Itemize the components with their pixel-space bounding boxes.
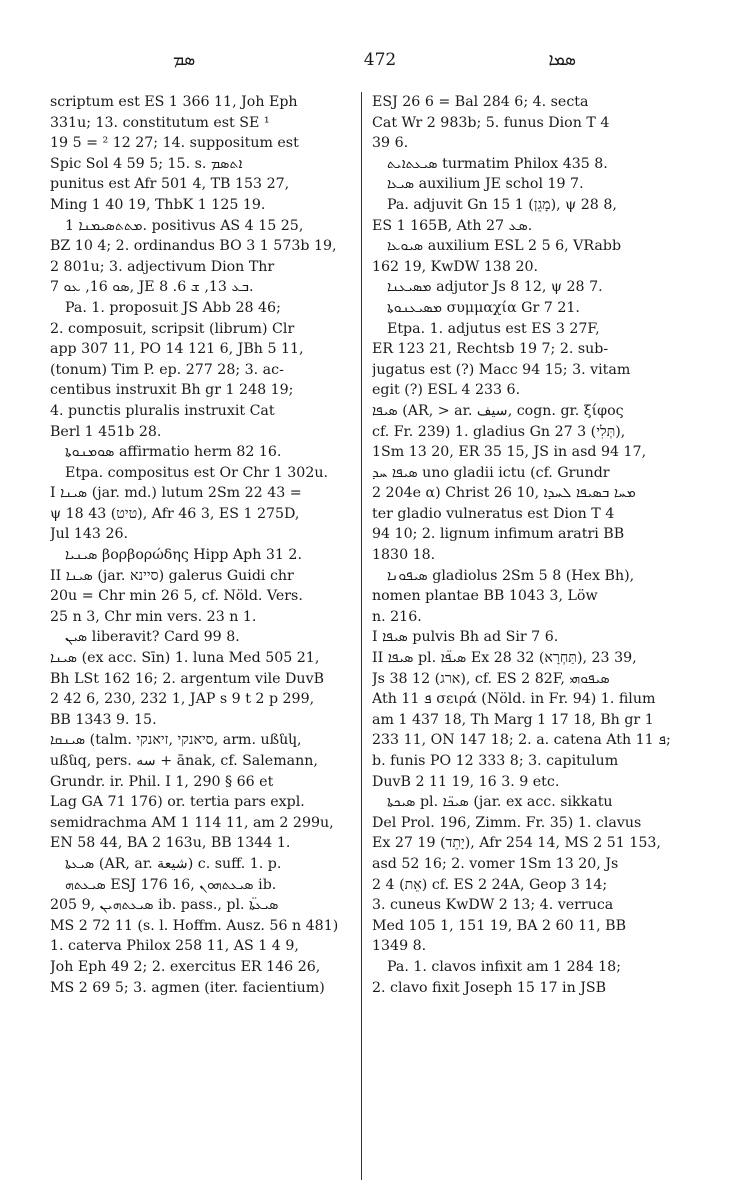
text-line: ܡܣܝܥܢܐ adjutor Js 8 12, ψ 28 7. — [387, 279, 603, 296]
text-line: cf. Fr. 239) 1. gladius Gn 27 3 (תְּלִי), — [372, 423, 626, 440]
text-line: 1Sm 13 20, ER 35 15, JS in asd 94 17, — [372, 444, 647, 461]
text-line: ܣܝܢܝܐ βορβορώδης Hipp Aph 31 2. — [65, 547, 302, 564]
text-line: I ܣܝܢܐ (jar. md.) lutum 2Sm 22 43 = — [50, 485, 302, 502]
text-line: Cat Wr 2 983b; 5. funus Dion T 4 — [372, 114, 610, 131]
text-line: 162 19, KwDW 138 20. — [372, 258, 539, 275]
text-line: Pa. adjuvit Gn 15 1 (מָגֵן), ψ 28 8, — [387, 196, 617, 213]
text-line: Spic Sol 4 59 5; 15. s. ܐܬܣܡ — [50, 155, 243, 172]
text-line: ܣܘܡܢܘܬܐ affirmatio herm 82 16. — [65, 444, 282, 461]
right-column — [372, 92, 675, 998]
page-number: 472 — [363, 50, 397, 70]
text-line: 1. caterva Philox 258 11, AS 1 4 9, — [50, 938, 299, 955]
text-line: 2 42 6, 230, 232 1, JAP s 9 t 2 p 299, — [50, 691, 315, 708]
text-line: 1349 8. — [372, 938, 427, 955]
text-line: Pa. 1. proposuit JS Abb 28 46; — [65, 299, 281, 316]
text-line: ter gladio vulneratus est Dion T 4 — [372, 505, 615, 522]
text-line: Med 105 1, 151 19, BA 2 60 11, BB — [372, 917, 627, 934]
text-line: 39 6. — [372, 135, 409, 152]
text-line: Etpa. 1. adjutus est ES 3 27F, — [387, 320, 600, 337]
text-line: scriptum est ES 1 366 11, Joh Eph — [50, 94, 298, 110]
text-line: MS 2 69 5; 3. agmen (iter. facientium) — [50, 979, 325, 996]
text-line: ܣܝܢܐ (ex acc. Sīn) 1. luna Med 505 21, — [50, 650, 320, 667]
text-line: ܣܝܟܬܐ pl. ܣܝܟ̈ܐ (jar. ex acc. sikkatu — [387, 794, 613, 811]
text-line: semidrachma AM 1 114 11, am 2 299u, — [50, 814, 334, 831]
text-line: 1830 18. — [372, 547, 436, 564]
text-line: BB 1343 9. 15. — [50, 711, 157, 728]
text-line: Del Prol. 196, Zimm. Fr. 35) 1. clavus — [372, 814, 642, 831]
column-divider — [361, 92, 362, 1180]
text-line: ER 123 21, Rechtsb 19 7; 2. sub- — [372, 341, 609, 358]
text-line: DuvB 2 11 19, 16 3. 9 etc. — [372, 773, 560, 790]
text-line: II ܣܝܢܐ (jar. סיינא) galerus Guidi chr — [50, 567, 294, 584]
text-line: jugatus est (?) Macc 94 15; 3. vitam — [372, 361, 631, 378]
text-line: 2. composuit, scripsit (librum) Clr — [50, 320, 295, 337]
text-line: Ath ܦ 11 σειρά (Nöld. in Fr. 94) 1. filum — [372, 691, 656, 708]
text-line: Js 38 12 (ארג), cf. ES 2 82F, ܣܝܦܘܗܝ — [372, 670, 610, 687]
text-line: ESJ 26 6 = Bal 284 6; 4. secta — [372, 94, 589, 110]
text-line: 331u; 13. constitutum est SE ¹ — [50, 114, 270, 131]
text-line: 233 11, ON 147 18; 2. a. catena Ath ܦ 11; — [372, 732, 671, 749]
text-line: ܡܣܝܥܢܘܬܐ συμμαχία Gr 7 21. — [387, 299, 580, 316]
text-line: 2 204e α) Christ 26 10, ܡܚܐ ܒܣܝܦܐ ܠܚܕܐ — [372, 485, 636, 502]
text-line: II ܣܝܦܐ pl. ܣܝܦ̈ܐ Ex 28 32 (תַּחְרָא), 39 23, — [372, 650, 637, 667]
text-line: n. 216. — [372, 608, 422, 625]
text-line: ܣܝܥܬܐ (AR, ar. شيعة) c. suff. 1. p. — [65, 855, 282, 872]
text-line: 4. punctis pluralis instruxit Cat — [50, 402, 275, 419]
text-line: Jul 143 26. — [50, 526, 129, 543]
text-line: 94 10; 2. lignum infimum aratri BB — [372, 526, 625, 543]
text-line: Grundr. ir. Phil. I 1, 290 § 66 et — [50, 773, 274, 790]
text-line: ܣܝܦܘܢܐ gladiolus 2Sm 5 8 (Hex Bh), — [387, 567, 635, 584]
text-line: Etpa. compositus est Or Chr 1 302u. — [65, 464, 328, 481]
running-head-left: ܣܡ — [173, 50, 196, 70]
text-line: am 1 437 18, Th Marg 1 17 18, Bh gr 1 — [372, 711, 654, 728]
text-line: 2 4 (אֵת) cf. ES 2 24A, Geop 3 14; — [372, 876, 608, 893]
text-line: 205 9, ܣܝܥܬܗܝܢ ib. pass., pl. ܣܝܥܬ̈ܐ — [50, 897, 279, 914]
text-line: BZ 10 4; 2. ordinandus BO 3 1 573b 19, — [50, 238, 337, 255]
text-line: ES 1 165B, Ath ܣܥ 27. — [372, 217, 533, 234]
text-line: Berl 1 451b 28. — [50, 423, 162, 440]
text-line: ܣܝܥܐ auxilium JE schol 19 7. — [387, 176, 584, 193]
text-line: b. funis PO 12 333 8; 3. capitulum — [372, 753, 619, 769]
text-line: 25 n 3, Chr min vers. 23 n 1. — [50, 608, 257, 625]
text-line: nomen plantae BB 1043 3, Löw — [372, 588, 598, 605]
text-line: ܣܘ 16, ܥܘ 7, JE ܒܥ 13, ܫ 6. 8. — [50, 279, 254, 296]
text-line: ܣܝܘܥܐ auxilium ESL 2 5 6, VRabb — [387, 238, 622, 255]
text-line: ܣܝܢܩܐ (talm. סיאנקי ,זיאנקי, arm. ußնկ, — [50, 732, 302, 749]
text-line: 2. clavo fixit Joseph 15 17 in JSB — [372, 979, 607, 996]
running-head-right: ܣܡܐ — [548, 50, 576, 70]
text-line: 19 5 = ² 12 27; 14. suppositum est — [50, 135, 299, 152]
text-line: Lag GA 71 176) or. tertia pars expl. — [50, 794, 305, 811]
text-line: EN 58 44, BA 2 163u, BB 1344 1. — [50, 835, 291, 852]
text-line: ܡܬܬܣܝܡܢܐ 1. positivus AS 4 15 25, — [65, 217, 304, 234]
text-line: I ܣܝܦܐ pulvis Bh ad Sir 7 6. — [372, 629, 559, 646]
page-header — [50, 50, 710, 78]
text-line: egit (?) ESL 4 233 6. — [372, 382, 521, 399]
text-line: (tonum) Tim P. ep. 277 28; 3. ac- — [50, 361, 284, 378]
text-line: Joh Eph 49 2; 2. exercitus ER 146 26, — [50, 958, 321, 975]
text-line: ܣܝܥܬܗ ESJ 176 16, ܣܝܥܬܗܘܢ ib. — [65, 876, 277, 893]
text-line: Ex 27 19 (יָתֵד), Afr 254 14, MS 2 51 153, — [372, 835, 661, 852]
text-line: centibus instruxit Bh gr 1 248 19; — [50, 382, 294, 399]
text-line: MS 2 72 11 (s. l. Hoffm. Ausz. 56 n 481) — [50, 917, 339, 934]
text-line: Ming 1 40 19, ThbK 1 125 19. — [50, 196, 266, 213]
text-line: punitus est Afr 501 4, TB 153 27, — [50, 176, 290, 193]
text-line: asd 52 16; 2. vomer 1Sm 13 20, Js — [372, 855, 619, 872]
text-line: 3. cuneus KwDW 2 13; 4. verruca — [372, 897, 614, 914]
text-line: app 307 11, PO 14 121 6, JBh 5 11, — [50, 341, 304, 358]
text-line: ψ 18 43 (טיט), Afr 46 3, ES 1 275D, — [50, 505, 300, 522]
text-line: 20u = Chr min 26 5, cf. Nöld. Vers. — [50, 588, 303, 605]
text-line: Bh LSt 162 16; 2. argentum vile DuvB — [50, 670, 325, 687]
text-line: ܣܝܢ liberavit? Card 99 8. — [65, 629, 240, 646]
text-line: ܣܝܦܐ (AR, > ar. سيف, cogn. gr. ξίφος — [372, 402, 624, 419]
left-column — [50, 92, 353, 998]
text-line: ܣܝܦܐ ܚܕ uno gladii ictu (cf. Grundr — [372, 464, 610, 481]
text-line: ußնq, pers. سه + ānak, cf. Salemann, — [50, 753, 318, 769]
text-line: 2 801u; 3. adjectivum Dion Thr — [50, 258, 275, 275]
text-line: ܣܝܥܬܐܝܬ turmatim Philox 435 8. — [387, 155, 608, 172]
text-line: Pa. 1. clavos infixit am 1 284 18; — [387, 958, 621, 975]
